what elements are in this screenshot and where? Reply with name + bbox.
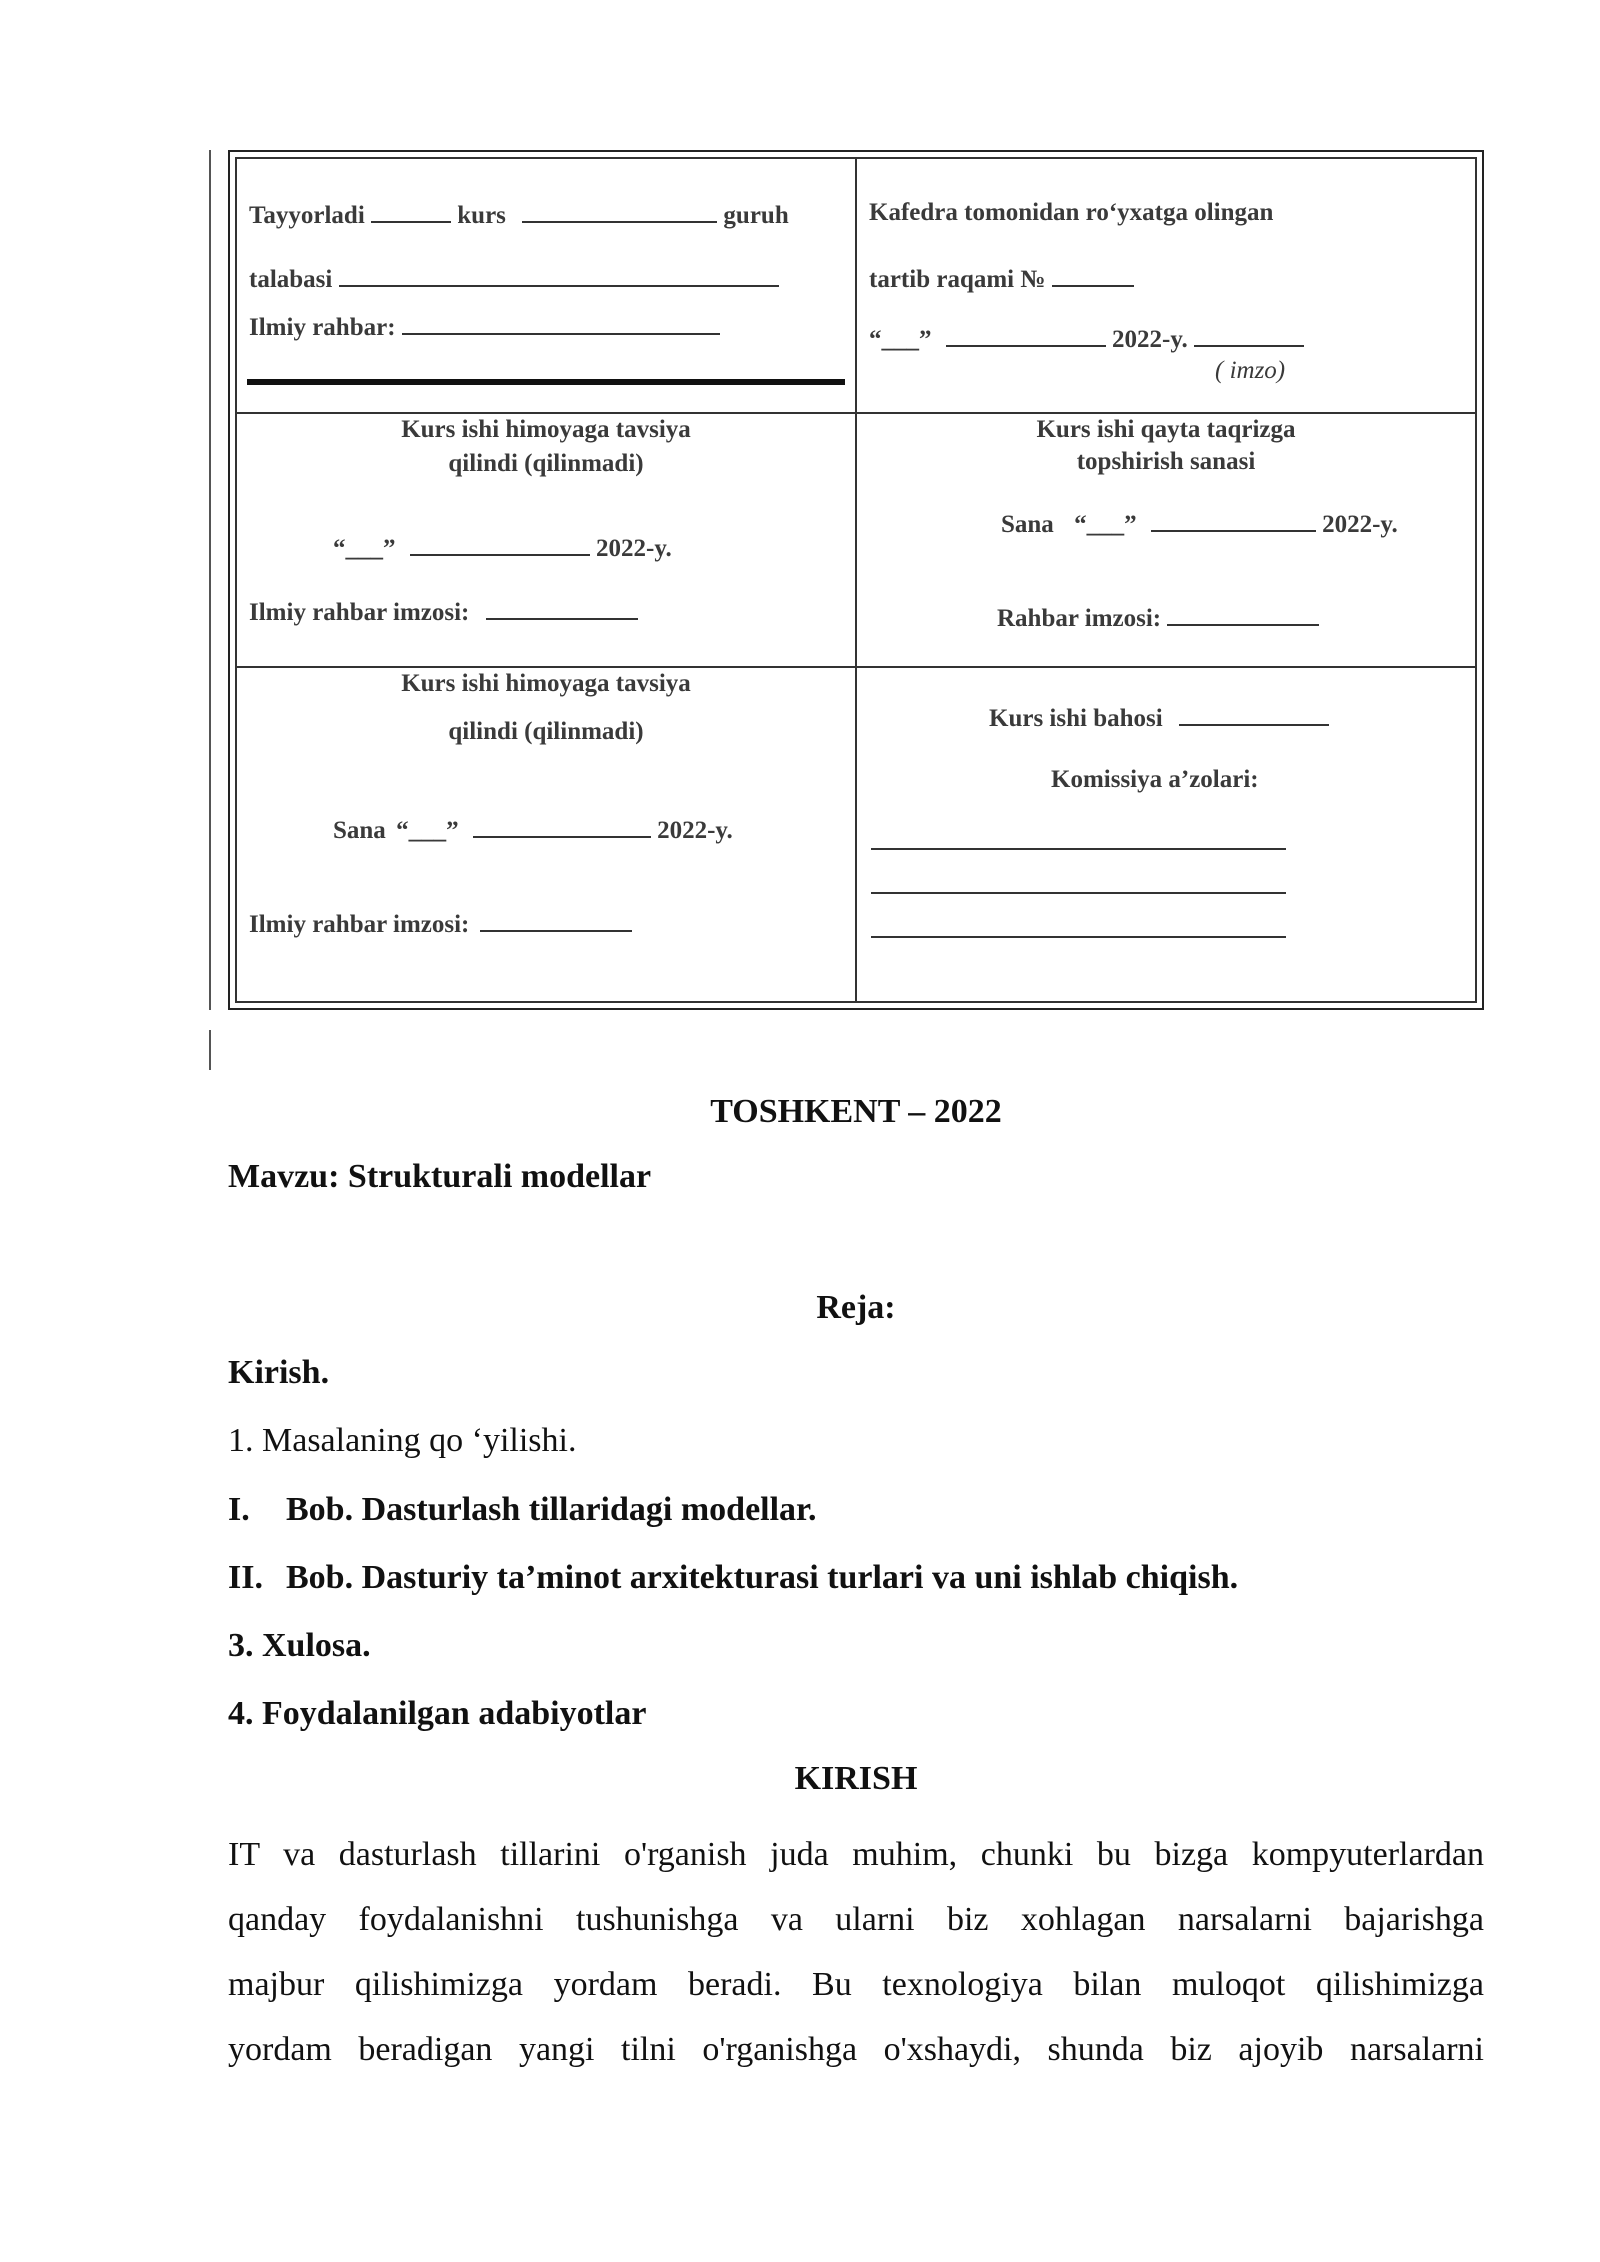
grade-label: Kurs ishi bahosi	[989, 705, 1163, 732]
defense-recommendation-cell	[236, 413, 856, 667]
plan-item	[228, 1490, 1484, 1531]
date-blank	[473, 814, 651, 838]
plan-item	[228, 1353, 1484, 1394]
student-label: talabasi	[249, 266, 333, 293]
plan-item-text: Kirish.	[228, 1354, 330, 1391]
student-name-blank	[339, 263, 779, 287]
plan-item-text: 1. Masalaning qo ‘yilishi.	[228, 1422, 577, 1459]
date-quotes: “___”	[869, 326, 932, 353]
cell-title: topshirish sanasi	[1076, 448, 1256, 475]
paragraph-line: majbur qilishimizga yordam beradi. Bu texnologiya bilan muloqot qilishimizga	[228, 1966, 1484, 2003]
plan-item-number: I.	[228, 1491, 250, 1528]
date-blank	[410, 532, 590, 556]
date-year: 2022-y.	[1112, 326, 1188, 353]
signature-blank	[486, 596, 638, 620]
date-prefix: Sana	[333, 817, 386, 844]
signature-blank	[1167, 602, 1319, 626]
plan-item-text: 3. Xulosa.	[228, 1627, 371, 1664]
course-label: kurs	[457, 202, 506, 229]
plan-item-number: II.	[228, 1559, 263, 1596]
group-blank	[522, 199, 717, 223]
plan-item	[228, 1694, 1484, 1735]
date-year: 2022-y.	[1322, 511, 1398, 538]
signature-label: Ilmiy rahbar imzosi:	[249, 599, 470, 626]
margin-marker	[209, 150, 211, 1010]
order-number-label: tartib raqami №	[869, 266, 1046, 293]
paragraph-line: qanday foydalanishni tushunishga va ularni biz xohlagan narsalarni bajarishga	[228, 1901, 1484, 1938]
cover-form-table	[235, 157, 1477, 1003]
commission-member-line	[871, 914, 1286, 938]
signature-blank	[1194, 323, 1304, 347]
cell-title: qilindi (qilinmadi)	[448, 718, 644, 745]
signature-blank	[480, 908, 632, 932]
defense-date-cell	[236, 667, 856, 1002]
registration-label: Kafedra tomonidan ro‘yxatga olingan	[869, 199, 1274, 226]
cell-title: Kurs ishi himoyaga tavsiya	[401, 416, 691, 443]
grade-blank	[1179, 702, 1329, 726]
topic-heading: Mavzu: Strukturali modellar	[228, 1158, 652, 1195]
margin-marker	[209, 1030, 211, 1070]
commission-label: Komissiya a’zolari:	[1051, 766, 1259, 793]
group-label: guruh	[723, 202, 789, 229]
student-info-cell	[236, 158, 856, 413]
date-quotes: “___”	[1074, 511, 1137, 538]
prepared-label: Tayyorladi	[249, 202, 365, 229]
cell-title: Kurs ishi qayta taqrizga	[1036, 416, 1296, 443]
order-number-blank	[1052, 263, 1134, 287]
date-quotes: “___”	[333, 535, 396, 562]
plan-item-text: Bob. Dasturlash tillaridagi modellar.	[286, 1491, 817, 1528]
supervisor-label: Ilmiy rahbar:	[249, 314, 396, 341]
supervisor-blank	[402, 311, 720, 335]
paragraph-line: yordam beradigan yangi tilni o'rganishga o'xshaydi, shunda biz ajoyib narsalarni	[228, 2031, 1484, 2068]
plan-item-text: 4. Foydalanilgan adabiyotlar	[228, 1695, 647, 1732]
paragraph-line: IT va dasturlash tillarini o'rganish juda muhim, chunki bu bizga kompyuterlardan	[228, 1836, 1484, 1873]
date-blank	[946, 323, 1106, 347]
plan-item	[228, 1626, 1484, 1667]
date-year: 2022-y.	[596, 535, 672, 562]
intro-paragraph	[228, 1822, 1484, 2082]
course-blank	[371, 199, 451, 223]
plan-item	[228, 1558, 1484, 1599]
date-quotes: “___”	[396, 817, 459, 844]
commission-member-line	[871, 870, 1286, 894]
signature-label: Rahbar imzosi:	[997, 605, 1162, 632]
plan-title: Reja:	[816, 1289, 896, 1326]
registration-cell	[856, 158, 1476, 413]
signature-caption: ( imzo)	[1215, 357, 1286, 384]
date-year: 2022-y.	[657, 817, 733, 844]
plan-item	[228, 1421, 1484, 1462]
cover-form	[228, 150, 1484, 1010]
date-blank	[1151, 508, 1316, 532]
resubmission-cell	[856, 413, 1476, 667]
city-year: TOSHKENT – 2022	[710, 1093, 1002, 1130]
grade-cell	[856, 667, 1476, 1002]
commission-member-line	[871, 826, 1286, 850]
intro-title: KIRISH	[794, 1760, 918, 1797]
plan-item-text: Bob. Dasturiy ta’minot arxitekturasi turlari va uni ishlab chiqish.	[286, 1559, 1239, 1596]
date-prefix: Sana	[1001, 511, 1054, 538]
cell-title: qilindi (qilinmadi)	[448, 450, 644, 477]
signature-label: Ilmiy rahbar imzosi:	[249, 911, 470, 938]
cell-title: Kurs ishi himoyaga tavsiya	[401, 670, 691, 697]
thick-rule	[247, 379, 845, 385]
